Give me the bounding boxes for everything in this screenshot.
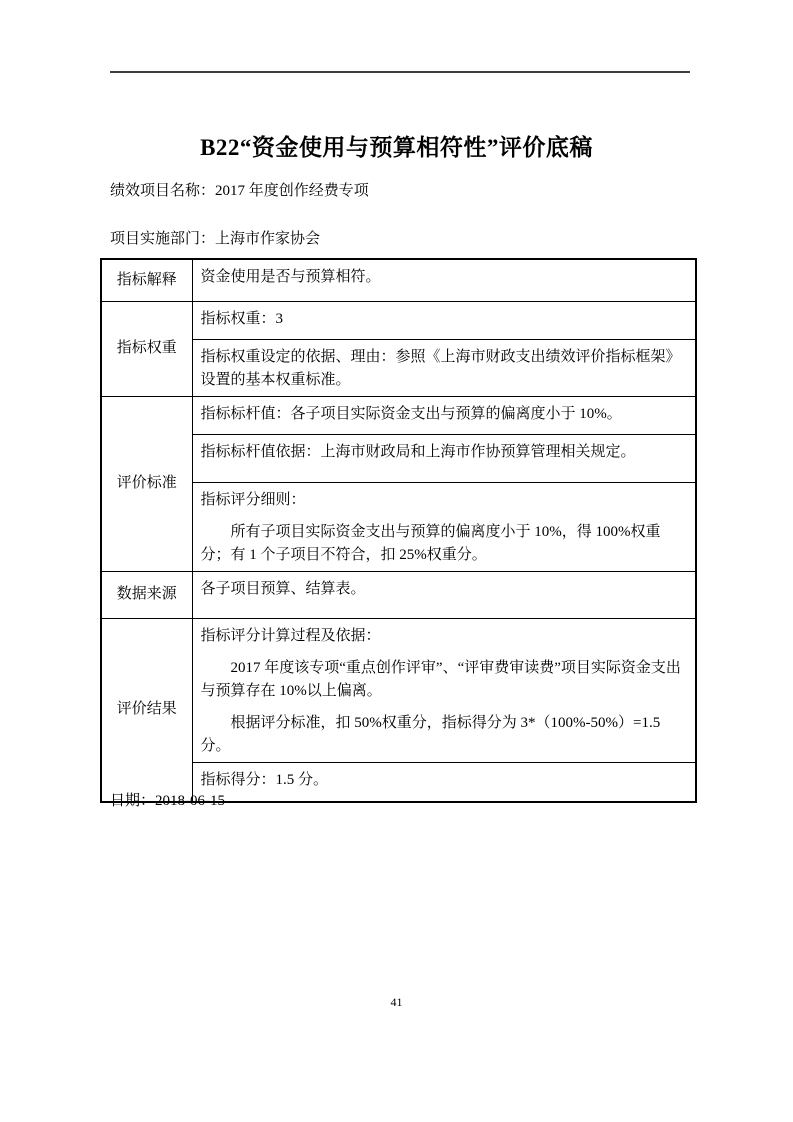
table-row xyxy=(101,571,696,618)
table-row xyxy=(101,396,696,434)
cell-indicator-explanation xyxy=(192,259,696,301)
cell-paragraph: 指标评分计算过程及依据： xyxy=(200,627,381,644)
cell-paragraph: 指标评分细则： xyxy=(200,491,306,508)
page-title: B22“资金使用与预算相符性”评价底稿 xyxy=(200,135,593,160)
cell-weight-basis xyxy=(192,339,696,396)
cell-benchmark-value xyxy=(192,396,696,434)
date-line: 日期：2018-06-15 xyxy=(110,793,225,809)
header-rule xyxy=(110,71,690,73)
page-number: 41 xyxy=(390,995,403,1009)
cell-indicator-score xyxy=(192,762,696,802)
cell-paragraph: 指标权重设定的依据、理由：参照《上海市财政支出绩效评价指标框架》设置的基本权重标准。 xyxy=(200,348,681,388)
row-label-indicator-explanation: 指标解释 xyxy=(101,259,192,301)
table-row xyxy=(101,301,696,339)
table-row xyxy=(101,618,696,762)
cell-benchmark-basis xyxy=(192,434,696,482)
table-row xyxy=(101,259,696,301)
row-label-indicator-weight: 指标权重 xyxy=(101,301,192,396)
department-line: 项目实施部门：上海市作家协会 xyxy=(110,231,321,247)
cell-paragraph: 指标得分：1.5 分。 xyxy=(200,771,329,788)
row-label-evaluation-criteria: 评价标准 xyxy=(101,396,192,571)
cell-paragraph: 指标标杆值依据：上海市财政局和上海市作协预算管理相关规定。 xyxy=(200,443,636,460)
cell-paragraph: 资金使用是否与预算相符。 xyxy=(200,269,381,285)
cell-paragraph: 所有子项目实际资金支出与预算的偏离度小于 10%，得 100%权重分；有 1 个子项目不符合，扣 25%权重分。 xyxy=(200,523,661,563)
cell-paragraph: 根据评分标准，扣 50%权重分，指标得分为 3*（100%-50%）=1.5 分。 xyxy=(200,714,661,754)
cell-data-source xyxy=(192,571,696,618)
cell-paragraph: 指标权重：3 xyxy=(200,310,284,327)
cell-scoring-calculation xyxy=(192,618,696,762)
row-label-data-source: 数据来源 xyxy=(101,571,192,618)
cell-scoring-rules xyxy=(192,482,696,571)
project-name-line: 绩效项目名称：2017 年度创作经费专项 xyxy=(110,183,369,199)
evaluation-table xyxy=(100,258,697,803)
cell-paragraph: 各子项目预算、结算表。 xyxy=(200,580,366,597)
cell-paragraph: 指标标杆值：各子项目实际资金支出与预算的偏离度小于 10%。 xyxy=(200,405,622,422)
cell-paragraph: 2017 年度该专项“重点创作评审”、“评审费审读费”项目实际资金支出与预算存在 10%以上偏离。 xyxy=(200,659,681,699)
row-label-evaluation-result: 评价结果 xyxy=(101,618,192,802)
cell-indicator-weight-value xyxy=(192,301,696,339)
